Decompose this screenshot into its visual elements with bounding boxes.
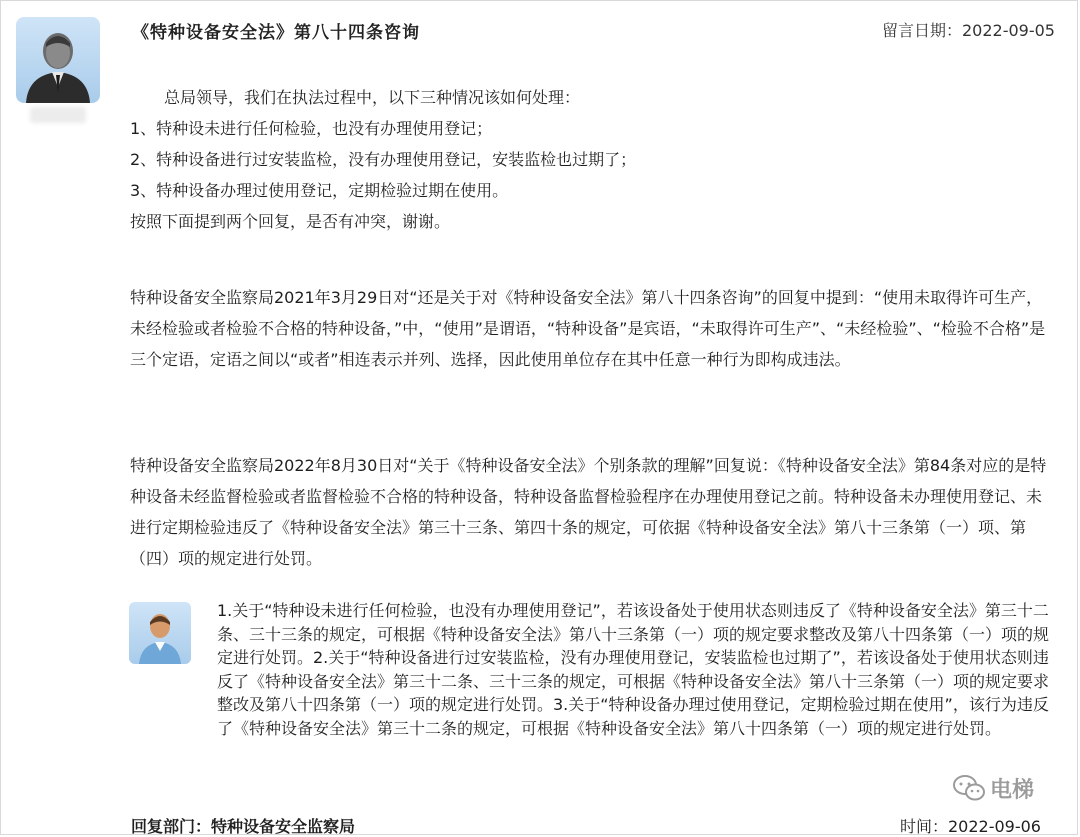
watermark-text: 电梯 — [990, 777, 1035, 803]
question-paragraph-1: 特种设备安全监察局2021年3月29日对“还是关于对《特种设备安全法》第八十四条咨询”的回复中提到：“使用未取得许可生产，未经检验或者检验不合格的特种设备，”中，“使用”是谓语，“特种设备”是宾语，“未取得许可生产”、“未经检验”、“检验不合格”是三个定语，定语之间以“或者”相连表示并列、选择，因此使用单位存在其中任意一种行为即构成违法。 — [130, 288, 1046, 369]
reply-time: 时间：2022-09-06 — [900, 817, 1041, 836]
intro-line: 总局领导，我们在执法过程中，以下三种情况该如何处理： — [164, 88, 581, 107]
intro-line: 2、特种设备进行过安装监检，没有办理使用登记，安装监检也过期了； — [130, 150, 637, 169]
replier-avatar — [129, 602, 191, 664]
intro-line: 1、特种设未进行任何检验，也没有办理使用登记； — [130, 119, 493, 138]
watermark — [952, 772, 1034, 804]
question-date: 留言日期：2022-09-05 — [882, 21, 1055, 40]
asker-name-blurred — [30, 107, 86, 123]
question-title: 《特种设备安全法》第八十四条咨询 — [132, 23, 420, 43]
wechat-icon — [952, 773, 986, 803]
asker-avatar — [16, 17, 100, 103]
intro-line: 3、特种设备办理过使用登记，定期检验过期在使用。 — [130, 181, 509, 200]
question-paragraph-2: 特种设备安全监察局2022年8月30日对“关于《特种设备安全法》个别条款的理解”回复说：《特种设备安全法》第84条对应的是特种设备未经监督检验或者监督检验不合格的特种设备，特种设备监督检验程序在办理使用登记之前。特种设备未办理使用登记、未进行定期检验违反了《特种设备安全法》第三十三条、第四十条的规定，可依据《特种设备安全法》第八十三条第（一）项、第（四）项的规定进行处罚。 — [130, 456, 1047, 568]
question-intro — [130, 82, 1055, 237]
reply-department: 回复部门：特种设备安全监察局 — [131, 817, 356, 836]
reply-text: 1.关于“特种设未进行任何检验，也没有办理使用登记”，若该设备处于使用状态则违反了《特种设备安全法》第三十二条、三十三条的规定，可根据《特种设备安全法》第八十三条第（一）项的规定要求整改及第八十四条第（一）项的规定进行处罚。2.关于“特种设备进行过安装监检，没有办理使用登记，安装监检也过期了”，若该设备处于使用状态则违反了《特种设备安全法》第三十二条、三十三条的规定，可根据《特种设备安全法》第八十三条第（一）项的规定要求整改及第八十四条第（一）项的规定进行处罚。3.关于“特种设备办理过使用登记，定期检验过期在使用”，该行为违反了《特种设备安全法》第三十二条的规定，可根据《特种设备安全法》第八十四条第（一）项的规定进行处罚。 — [217, 601, 1050, 738]
intro-line: 按照下面提到两个回复，是否有冲突，谢谢。 — [130, 212, 451, 231]
